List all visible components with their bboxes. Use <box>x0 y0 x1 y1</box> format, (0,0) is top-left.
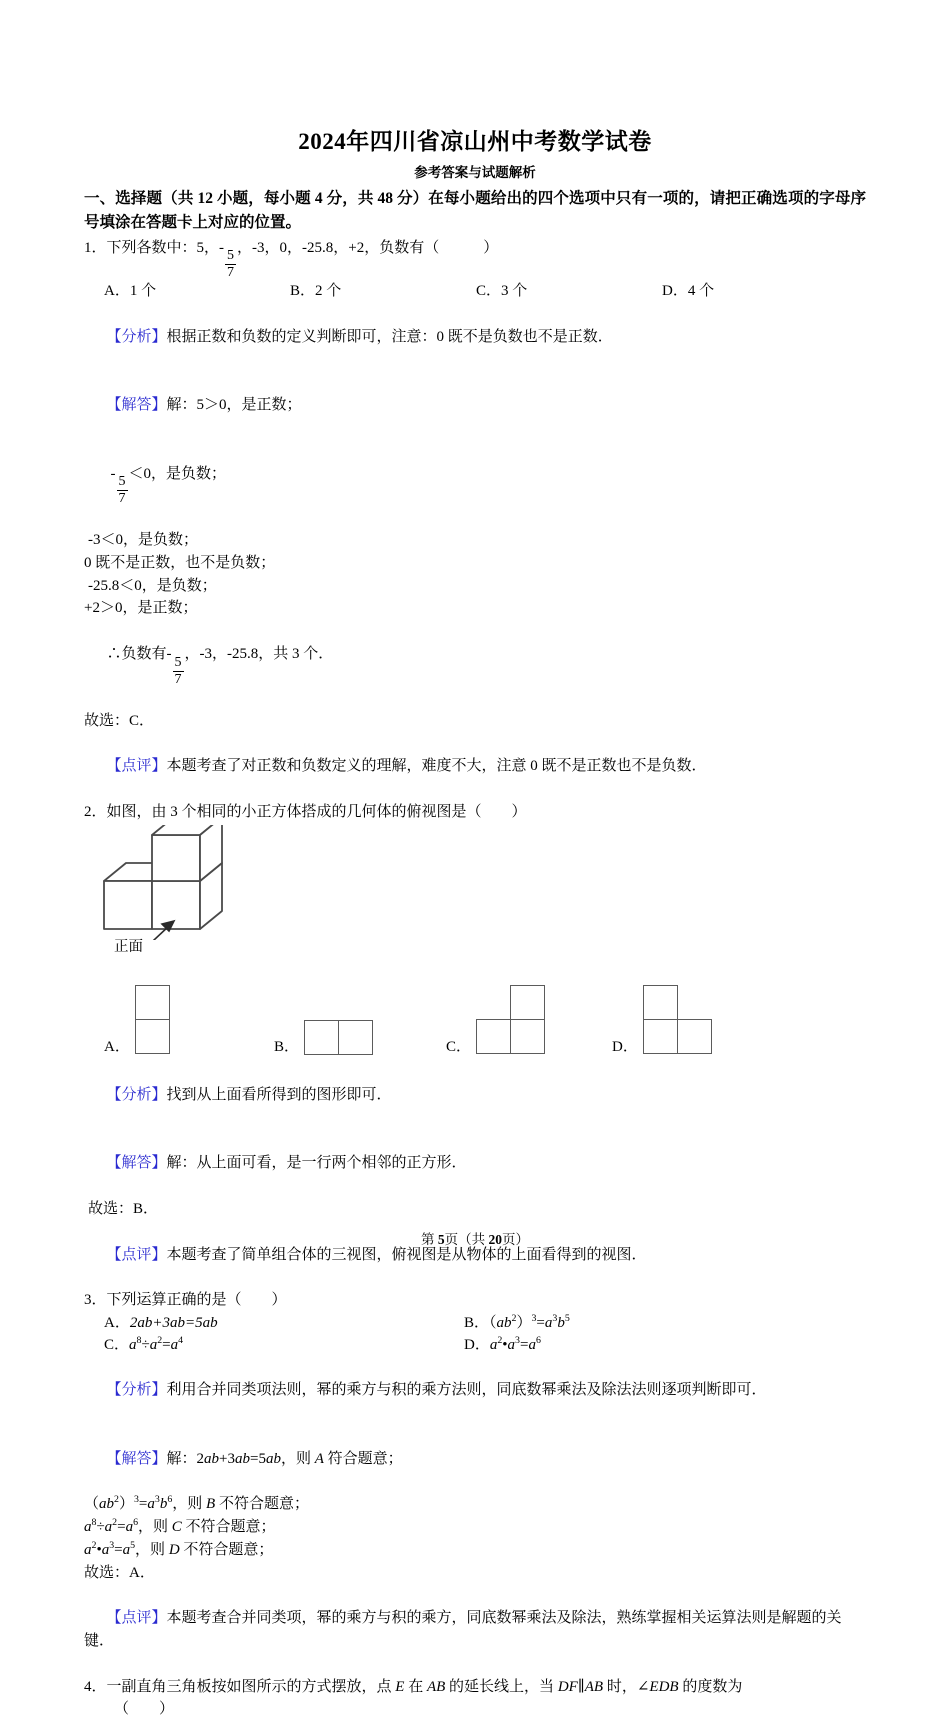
solution-tag: 【解答】 <box>106 1155 167 1172</box>
q1-fraction-numerator: 5 <box>227 248 235 264</box>
q3-option-b-expr: $(ab^2)^3=a^3b^5$ <box>489 1312 570 1331</box>
q1-solution-conclusion <box>84 620 866 709</box>
q2-option-a[interactable] <box>104 985 170 1055</box>
q3-solution-head <box>84 1425 866 1493</box>
q2-option-d[interactable] <box>612 985 713 1055</box>
q3-solution-text: 解：2ab+3ab=5ab，则 A 符合题意； <box>166 1450 403 1467</box>
question-4-stem <box>84 1676 866 1699</box>
comment-tag: 【点评】 <box>106 758 167 775</box>
q1-fraction-sign: - <box>219 239 225 256</box>
q3-option-c-expr: $a^8\div a^2=a^4$ <box>129 1335 184 1354</box>
q4-stem-text: 一副直角三角板按如图所示的方式摆放，点 E 在 AB 的延长线上，当 DF∥AB 时，∠EDB 的度数为 <box>106 1678 743 1695</box>
q1-sol-frac-sign: - <box>110 465 116 482</box>
q3-option-d-label: D． <box>464 1337 490 1354</box>
solution-tag: 【解答】 <box>106 397 167 414</box>
q2-choice: 故选：B． <box>88 1200 159 1217</box>
q1-solution-head <box>84 371 866 439</box>
footer-prefix: 第 <box>421 1232 438 1247</box>
q1-solution-line-4: -25.8＜0，是负数； <box>88 577 217 594</box>
square-cell <box>304 1020 339 1055</box>
q2-option-b-label: B． <box>274 1039 300 1056</box>
q3-option-a[interactable] <box>104 1312 464 1335</box>
q1-fraction-denominator: 7 <box>227 265 235 281</box>
q3-analysis <box>84 1357 866 1425</box>
q1-fraction <box>225 249 236 280</box>
q2-option-c[interactable] <box>446 985 546 1055</box>
cube-right-front-face <box>152 881 200 929</box>
q1-number: 1． <box>84 239 107 256</box>
square-cell <box>510 985 545 1020</box>
square-cell <box>643 1019 678 1054</box>
footer-mid: 页（共 <box>444 1232 489 1247</box>
page-footer <box>0 1228 950 1248</box>
q1-solution-line-5: +2＞0，是正数； <box>84 600 198 617</box>
square-cell <box>135 1019 170 1054</box>
footer-page-number: 5 <box>437 1232 445 1247</box>
square-cell <box>677 1019 712 1054</box>
page-title: 2024年四川省凉山州中考数学试卷 <box>298 129 652 154</box>
q2-option-b-figure <box>304 1020 374 1055</box>
footer-suffix: 页） <box>502 1232 529 1247</box>
question-1-stem <box>84 237 866 281</box>
q1-choice: 故选：C． <box>84 712 155 729</box>
q1-concl-frac-sign: - <box>166 646 172 663</box>
q3-option-a-label: A． <box>104 1314 130 1331</box>
q1-solution-text: 解：5＞0，是正数； <box>166 397 302 414</box>
q1-sol-frac-tail: ＜0，是负数； <box>128 465 227 482</box>
q2-solution-text: 解：从上面可看，是一行两个相邻的正方形． <box>166 1155 467 1172</box>
page-content <box>84 128 866 1721</box>
q1-option-c[interactable]: C．3 个 <box>476 283 528 300</box>
q3-option-c-label: C． <box>104 1337 130 1354</box>
comment-tag: 【点评】 <box>106 1246 167 1263</box>
isometric-cubes-svg <box>102 825 322 940</box>
square-cell <box>643 985 678 1020</box>
q3-comment-text: 本题考查合并同类项，幂的乘方与积的乘方，同底数幂乘法及除法，熟练掌握相关运算法则是解题的关键． <box>84 1610 842 1650</box>
q1-option-a[interactable]: A．1 个 <box>104 283 157 300</box>
comment-tag: 【点评】 <box>106 1610 167 1627</box>
question-3-options-row-2 <box>84 1334 866 1357</box>
q2-option-a-label: A． <box>104 1039 130 1056</box>
q2-analysis-text: 找到从上面看所得到的图形即可． <box>166 1086 392 1103</box>
square-cell <box>510 1019 545 1054</box>
cube-left-front-face <box>104 881 152 929</box>
q2-stem-text: 如图，由 3 个相同的小正方体搭成的几何体的俯视图是（ ） <box>106 803 527 820</box>
q1-solution-line-2: -3＜0，是负数； <box>88 532 198 549</box>
footer-total-pages: 20 <box>488 1232 502 1247</box>
q1-comment-text: 本题考查了对正数和负数定义的理解，难度不大，注意 0 既不是正数也不是负数． <box>166 758 707 775</box>
q2-option-c-label: C． <box>446 1039 472 1056</box>
q2-number: 2． <box>84 803 107 820</box>
q4-number: 4． <box>84 1678 107 1695</box>
q1-sol-fraction <box>117 475 128 506</box>
q2-option-d-figure <box>643 985 713 1055</box>
q3-choice: 故选：A． <box>84 1564 155 1581</box>
q1-analysis <box>84 303 866 371</box>
question-3-stem <box>84 1289 866 1312</box>
q1-stem-part-a: 下列各数中：5， <box>106 239 220 256</box>
q1-stem-part-b: ，-3，0，-25.8，+2，负数有（ <box>237 239 440 256</box>
q1-option-b[interactable]: B．2 个 <box>290 283 342 300</box>
q2-option-figures <box>84 973 866 1061</box>
cube-top-front-face <box>152 835 200 881</box>
q1-conclusion-part-a: ∴负数有 <box>106 646 167 663</box>
q3-analysis-text: 利用合并同类项法则，幂的乘方与积的乘方法则，同底数幂乘法及除法法则逐项判断即可． <box>166 1382 767 1399</box>
q1-stem-part-c: ） <box>483 239 499 256</box>
q3-solution-line-2: $(ab^2)^3=a^3b^6$，则 B 不符合题意； <box>84 1494 309 1513</box>
q3-option-a-expr: 2ab+3ab=5ab <box>129 1314 218 1331</box>
q1-option-d[interactable]: D．4 个 <box>662 283 715 300</box>
question-2-stem <box>84 801 866 824</box>
q3-solution-line-3: $a^8\div a^2=a^6$，则 C 不符合题意； <box>84 1517 276 1536</box>
question-3-options-row-1 <box>84 1312 866 1335</box>
q3-option-c[interactable] <box>104 1334 464 1357</box>
q1-solution-fraction-line <box>84 440 866 529</box>
q2-option-c-figure <box>476 985 546 1055</box>
q1-solution-line-3: 0 既不是正数，也不是负数； <box>84 554 276 571</box>
q2-option-a-figure <box>135 985 170 1055</box>
q3-solution-line-4: $a^2•a^3=a^5$，则 D 不符合题意； <box>84 1540 274 1559</box>
question-1-options <box>84 280 866 303</box>
solution-tag: 【解答】 <box>106 1450 167 1467</box>
q3-number: 3． <box>84 1292 107 1309</box>
analysis-tag: 【分析】 <box>106 328 167 345</box>
front-face-label: 正面 <box>114 939 143 956</box>
q2-option-b[interactable] <box>274 1020 374 1055</box>
square-cell <box>338 1020 373 1055</box>
q3-stem-text: 下列运算正确的是（ ） <box>106 1292 287 1309</box>
q1-conclusion-part-b: ，-3，-25.8，共 3 个． <box>184 646 334 663</box>
page-subtitle: 参考答案与试题解析 <box>414 164 536 180</box>
q2-option-d-label: D． <box>612 1039 638 1056</box>
q1-sol-fraction-denominator: 7 <box>118 491 126 507</box>
q3-option-d[interactable] <box>464 1334 824 1357</box>
q1-analysis-text: 根据正数和负数的定义判断即可，注意：0 既不是负数也不是正数． <box>166 328 613 345</box>
q3-comment <box>84 1585 866 1676</box>
q3-option-d-expr: $a^2•a^3=a^6$ <box>489 1335 541 1354</box>
q2-solution <box>84 1130 866 1198</box>
q1-sol-fraction-numerator: 5 <box>118 474 126 490</box>
question-4-stem-cont: （ ） <box>114 1701 175 1718</box>
q3-option-b[interactable] <box>464 1312 824 1335</box>
q2-cube-figure <box>84 825 866 971</box>
q1-concl-fraction-denominator: 7 <box>174 671 182 687</box>
q2-analysis <box>84 1061 866 1129</box>
q2-comment-text: 本题考查了简单组合体的三视图，俯视图是从物体的上面看得到的视图． <box>166 1246 647 1263</box>
square-cell <box>135 985 170 1020</box>
q3-option-b-label: B． <box>464 1314 490 1331</box>
section-heading: 一、选择题（共 12 小题，每小题 4 分，共 48 分）在每小题给出的四个选项中只有一项的，请把正确选项的字母序号填涂在答题卡上对应的位置。 <box>84 189 866 231</box>
square-cell <box>476 1019 511 1054</box>
q1-conclusion-fraction <box>173 656 184 687</box>
analysis-tag: 【分析】 <box>106 1086 167 1103</box>
analysis-tag: 【分析】 <box>106 1382 167 1399</box>
q1-concl-fraction-numerator: 5 <box>174 654 182 670</box>
q1-comment <box>84 732 866 800</box>
